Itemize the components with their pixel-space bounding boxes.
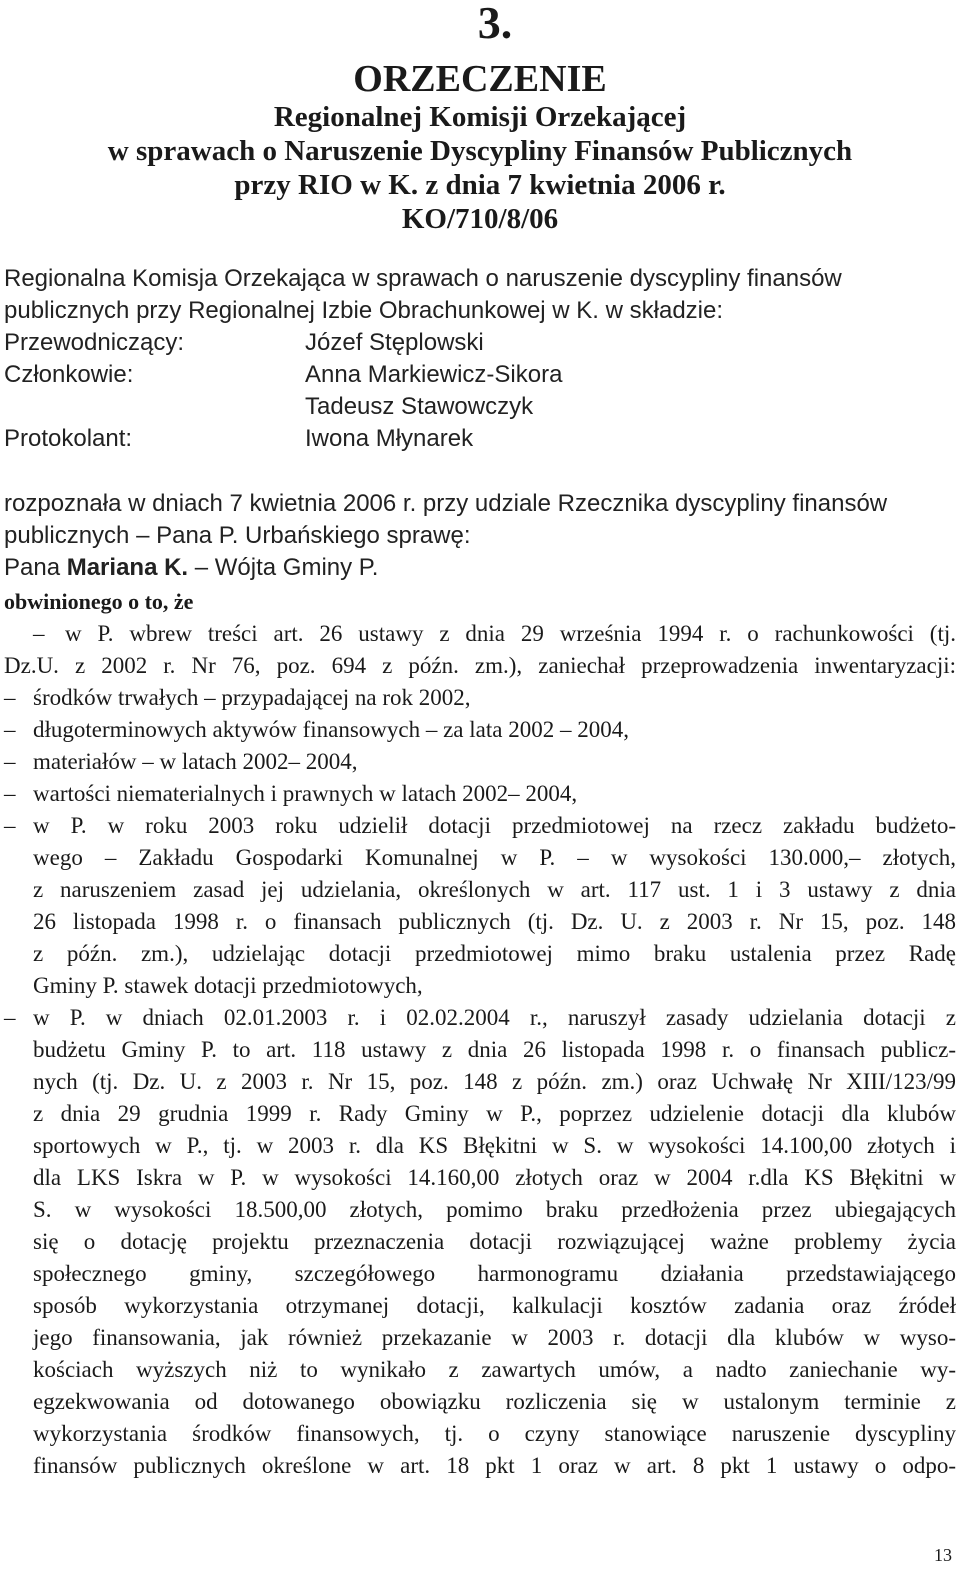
section-number: 3. <box>477 0 513 48</box>
accused-heading: obwinionego o to, że <box>4 589 194 614</box>
charge-3-line-6: dla LKS Iskra w P. w wysokości 14.160,00 złotych oraz w 2004 r.dla KS Błękitni w <box>33 1165 956 1190</box>
member-1-name: Anna Markiewicz-Sikora <box>305 361 563 388</box>
charge-3-line-1: w P. w dniach 02.01.2003 r. i 02.02.2004 r., naruszył zasady udzielania dotacji z <box>33 1005 956 1030</box>
subtitle-line-1: Regionalnej Komisji Orzekającej <box>273 101 687 133</box>
document-title: ORZECZENIE <box>353 58 607 100</box>
sub-item-1: środków trwałych – przypadającej na rok 2002, <box>33 685 471 710</box>
list-dash: – <box>4 781 16 806</box>
proceedings-line-2: publicznych – Pana P. Urbańskiego sprawę: <box>4 522 471 549</box>
charge-3-line-4: z dnia 29 grudnia 1999 r. Rady Gminy w P., poprzez udzielenie dotacji dla klubów <box>33 1101 956 1126</box>
accused-role: – Wójta Gminy P. <box>188 554 379 581</box>
charge-3-line-9: społecznego gminy, szczegółowego harmonogramu działania przedstawiającego <box>33 1261 956 1286</box>
accused-prefix: Pana <box>4 554 67 581</box>
charge-3-line-15: finansów publicznych określone w art. 18 pkt 1 oraz w art. 8 pkt 1 ustawy o odpo- <box>33 1453 956 1478</box>
sub-item-3: materiałów – w latach 2002– 2004, <box>33 749 358 774</box>
charge-1-line-2: Dz.U. z 2002 r. Nr 76, poz. 694 z późn. zm.), zaniechał przeprowadzenia inwentaryzacji: <box>4 653 956 678</box>
intro-line-2: publicznych przy Regionalnej Izbie Obrachunkowej w K. w składzie: <box>4 297 724 324</box>
charge-3-line-14: wykorzystania środków finansowych, tj. o czyny stanowiące naruszenie dyscypliny <box>33 1421 956 1446</box>
charge-3-line-2: budżetu Gminy P. to art. 118 ustawy z dnia 26 listopada 1998 r. o finansach publicz- <box>33 1037 956 1062</box>
charge-3-line-13: egzekwowania od dotowanego obowiązku rozliczenia się w ustalonym terminie z <box>33 1389 956 1414</box>
charge-1-line-1: w P. wbrew treści art. 26 ustawy z dnia 29 września 1994 r. o rachunkowości (tj. <box>65 621 956 646</box>
list-dash: – <box>4 1005 16 1030</box>
charge-3-line-7: S. w wysokości 18.500,00 złotych, pomimo braku przedłożenia przez ubiegających <box>33 1197 956 1222</box>
charge-2-line-2: wego – Zakładu Gospodarki Komunalnej w P. – w wysokości 130.000,– złotych, <box>33 845 956 870</box>
charge-2-line-3: z naruszeniem zasad jej udzielania, określonych w art. 117 ust. 1 i 3 ustawy z dnia <box>33 877 956 902</box>
members-label: Członkowie: <box>4 361 134 388</box>
list-dash: – <box>4 749 16 774</box>
intro-line-1: Regionalna Komisja Orzekająca w sprawach o naruszenie dyscypliny finansów <box>4 265 842 292</box>
chair-name: Józef Stęplowski <box>305 329 484 356</box>
proceedings-line-3 <box>4 552 956 584</box>
charge-2-line-1: w P. w roku 2003 roku udzielił dotacji przedmiotowej na rzecz zakładu budżeto- <box>33 813 956 838</box>
case-number: KO/710/8/06 <box>401 203 559 235</box>
proceedings-line-1: rozpoznała w dniach 7 kwietnia 2006 r. przy udziale Rzecznika dyscypliny finansów <box>4 490 888 517</box>
charge-3-line-5: sportowych w P., tj. w 2003 r. dla KS Błękitni w S. w wysokości 14.100,00 złotych i <box>33 1133 956 1158</box>
member-2-name: Tadeusz Stawowczyk <box>305 393 534 420</box>
chair-label: Przewodniczący: <box>4 329 185 356</box>
clerk-name: Iwona Młynarek <box>305 425 474 452</box>
sub-item-2: długoterminowych aktywów finansowych – za lata 2002 – 2004, <box>33 717 629 742</box>
list-dash: – <box>4 685 16 710</box>
clerk-label: Protokolant: <box>4 425 133 452</box>
charge-2-line-4: 26 listopada 1998 r. o finansach publicznych (tj. Dz. U. z 2003 r. Nr 15, poz. 148 <box>33 909 956 934</box>
page-number: 13 <box>934 1545 952 1565</box>
list-dash: – <box>4 717 16 742</box>
subtitle-line-2: w sprawach o Naruszenie Dyscypliny Finansów Publicznych <box>107 135 853 167</box>
charge-2-line-6: Gminy P. stawek dotacji przedmiotowych, <box>33 973 423 998</box>
accused-name: Mariana K. <box>66 554 189 581</box>
charge-3-line-8: się o dotację projektu przeznaczenia dotacji rozwiązującej ważne problemy życia <box>33 1229 956 1254</box>
sub-item-4: wartości niematerialnych i prawnych w latach 2002– 2004, <box>33 781 578 806</box>
list-dash: – <box>4 813 16 838</box>
list-dash: – <box>33 621 45 646</box>
charge-3-line-12: kościach wyższych niż to wynikało z zawartych umów, a nadto zaniechanie wy- <box>33 1357 956 1382</box>
charge-3-line-3: nych (tj. Dz. U. z 2003 r. Nr 15, poz. 148 z późn. zm.) oraz Uchwałę Nr XIII/123/99 <box>33 1069 956 1094</box>
subtitle-line-3: przy RIO w K. z dnia 7 kwietnia 2006 r. <box>234 169 726 201</box>
charge-3-line-10: sposób wykorzystania otrzymanej dotacji, kalkulacji kosztów zadania oraz źródeł <box>33 1293 956 1318</box>
charge-2-line-5: z późn. zm.), udzielając dotacji przedmiotowej mimo braku ustalenia przez Radę <box>33 941 956 966</box>
charge-3-line-11: jego finansowania, jak również przekazanie w 2003 r. dotacji dla klubów w wyso- <box>33 1325 956 1350</box>
